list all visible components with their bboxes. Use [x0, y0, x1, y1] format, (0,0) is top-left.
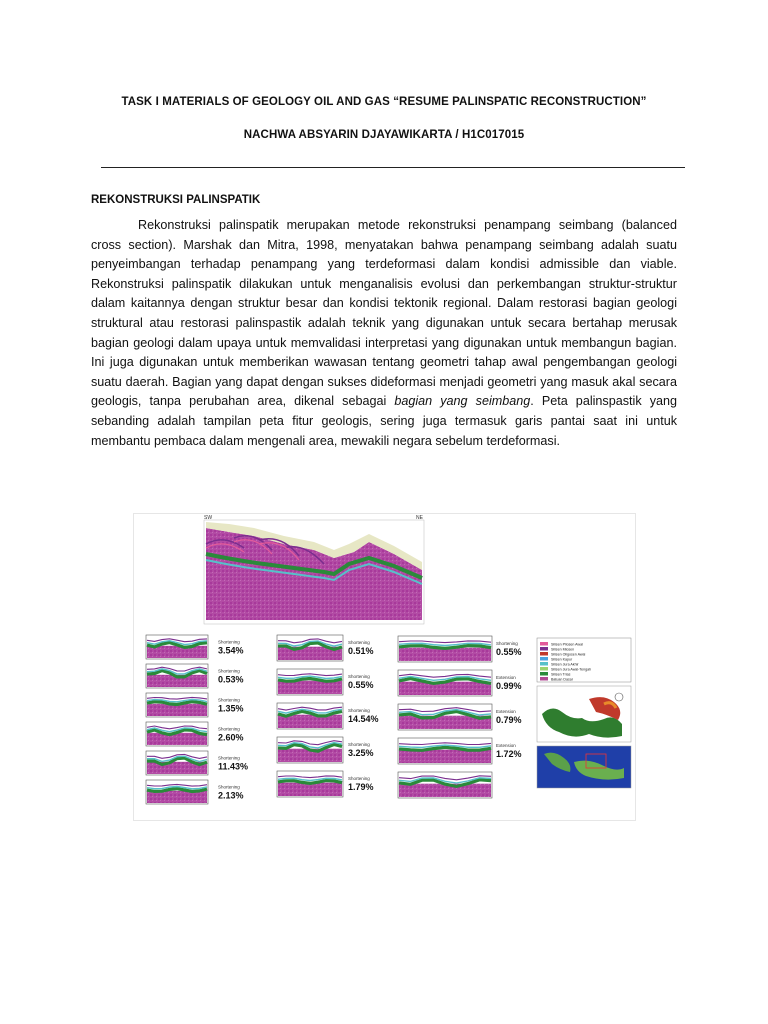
legend-label: Batuan Dasar — [551, 677, 573, 682]
deformation-value-label: 0.99% — [496, 681, 522, 692]
paragraph-text: Rekonstruksi palinspatik merupakan metode rekonstruksi penampang seimbang (balanced cross section). Marshak dan Mitra, 1998, menyatakan bahwa penampang seimbang adalah suatu penyeimbangan terhadap penampang yang terdeformasi dalam kondisi admissible dan viable. Rekonstruksi palinspatik dilakukan untuk menganalisis evolusi dan perkembangan struktur-struktur dalam kaitannya dengan struktur besar dan kondisi tektonik regional. Dalam restorasi bagian geologi struktural atau restorasi palinspastik adalah teknik yang digunakan untuk secara bertahap merusak bagian geologi dalam upaya untuk memvalidasi interpretasi yang digunakan untuk membangun bagian. Ini juga digunakan untuk memberikan wawasan tentang geometri tahap awal pengembangan geologi suatu daerah. Bagian yang dapat dengan sukses dideformasi menjadi geometri yang masuk akal secara geologis, tanpa perubahan area, dikenal sebagai — [91, 218, 677, 409]
section-left-label: SW — [204, 515, 213, 521]
author-line: NACHWA ABSYARIN DJAYAWIKARTA / H1C017015 — [243, 129, 525, 141]
legend-label: Silisen Kapur — [551, 657, 573, 662]
deformation-kind-label: Shortening — [348, 708, 370, 714]
legend-swatch — [540, 662, 548, 666]
figure-graphic — [134, 514, 635, 820]
document-title: TASK I MATERIALS OF GEOLOGY OIL AND GAS “RESUME PALINSPATIC RECONSTRUCTION” — [121, 96, 647, 108]
reconstruction-panel — [146, 722, 208, 746]
deformation-value-label: 1.35% — [218, 703, 244, 714]
location-map-top — [537, 686, 631, 742]
reconstruction-panel — [146, 693, 208, 717]
deformation-kind-label: Shortening — [218, 784, 240, 790]
deformation-kind-label: Shortening — [348, 674, 370, 680]
legend-swatch — [540, 642, 548, 646]
deformation-value-label: 2.13% — [218, 790, 244, 801]
legend-swatch — [540, 677, 548, 681]
deformation-kind-label: Shortening — [218, 639, 240, 645]
deformation-kind-label: Shortening — [348, 742, 370, 748]
deformation-kind-label: Shortening — [496, 641, 518, 647]
reconstruction-panel — [398, 772, 492, 798]
legend-label: Silisen Trias — [551, 672, 571, 677]
section-heading: REKONSTRUKSI PALINSPATIK — [91, 194, 261, 206]
deformation-value-label: 3.25% — [348, 748, 374, 759]
legend-swatch — [540, 647, 548, 651]
reconstruction-panel — [277, 635, 343, 661]
deformation-value-label: 11.43% — [218, 761, 249, 772]
location-map-bottom — [537, 746, 631, 788]
legend-label: Silisen Oligosen Awal — [551, 652, 586, 657]
deformation-kind-label: Shortening — [348, 640, 370, 646]
legend — [537, 638, 631, 682]
deformation-value-label: 0.55% — [348, 680, 374, 691]
reconstruction-panel — [277, 771, 343, 797]
deformation-kind-label: Extension — [496, 743, 516, 749]
deformation-kind-label: Shortening — [218, 668, 240, 674]
deformation-value-label: 14.54% — [348, 714, 379, 725]
legend-label: Silisen Jura Akhir — [551, 662, 579, 667]
deformation-value-label: 1.79% — [348, 782, 374, 793]
deformation-value-label: 0.55% — [496, 647, 522, 658]
reconstruction-panel — [146, 751, 208, 775]
reconstruction-panel — [146, 635, 208, 659]
section-right-label: NE — [416, 515, 423, 521]
divider — [101, 167, 685, 168]
legend-swatch — [540, 672, 548, 676]
reconstruction-panel — [398, 738, 492, 764]
deformation-kind-label: Shortening — [218, 697, 240, 703]
deformation-value-label: 2.60% — [218, 732, 244, 743]
reconstruction-panel — [398, 704, 492, 730]
reconstruction-panel — [277, 703, 343, 729]
deformation-value-label: 3.54% — [218, 645, 244, 656]
italic-term: bagian yang seimbang — [394, 394, 531, 409]
reconstruction-panel — [146, 664, 208, 688]
deformation-value-label: 1.72% — [496, 749, 522, 760]
legend-swatch — [540, 667, 548, 671]
top-cross-section — [204, 515, 424, 624]
deformation-kind-label: Shortening — [348, 776, 370, 782]
paragraph-text-end: . Peta palinspastik yang sebanding adalah tampilan peta fitur geologis, sering juga termasuk garis pantai saat ini untuk membantu pembaca dalam mengenali area, mewakili negara sebelum terdeformasi. — [91, 394, 677, 448]
legend-label: Silisen Pliosen Awal — [551, 642, 583, 647]
legend-swatch — [540, 652, 548, 656]
legend-label: Silisen Miosen — [551, 647, 575, 652]
deformation-kind-label: Extension — [496, 709, 516, 715]
legend-swatch — [540, 657, 548, 661]
deformation-kind-label: Shortening — [218, 755, 240, 761]
deformation-kind-label: Extension — [496, 675, 516, 681]
reconstruction-panel — [146, 780, 208, 804]
reconstruction-figure — [133, 513, 636, 821]
reconstruction-panel — [277, 737, 343, 763]
body-paragraph — [91, 216, 677, 451]
deformation-kind-label: Shortening — [218, 726, 240, 732]
reconstruction-panel — [277, 669, 343, 695]
deformation-value-label: 0.51% — [348, 646, 374, 657]
legend-label: Silisen Jura Awal-Tengah — [551, 667, 592, 672]
deformation-value-label: 0.53% — [218, 674, 244, 685]
reconstruction-panel — [398, 670, 492, 696]
deformation-value-label: 0.79% — [496, 715, 522, 726]
reconstruction-panel — [398, 636, 492, 662]
